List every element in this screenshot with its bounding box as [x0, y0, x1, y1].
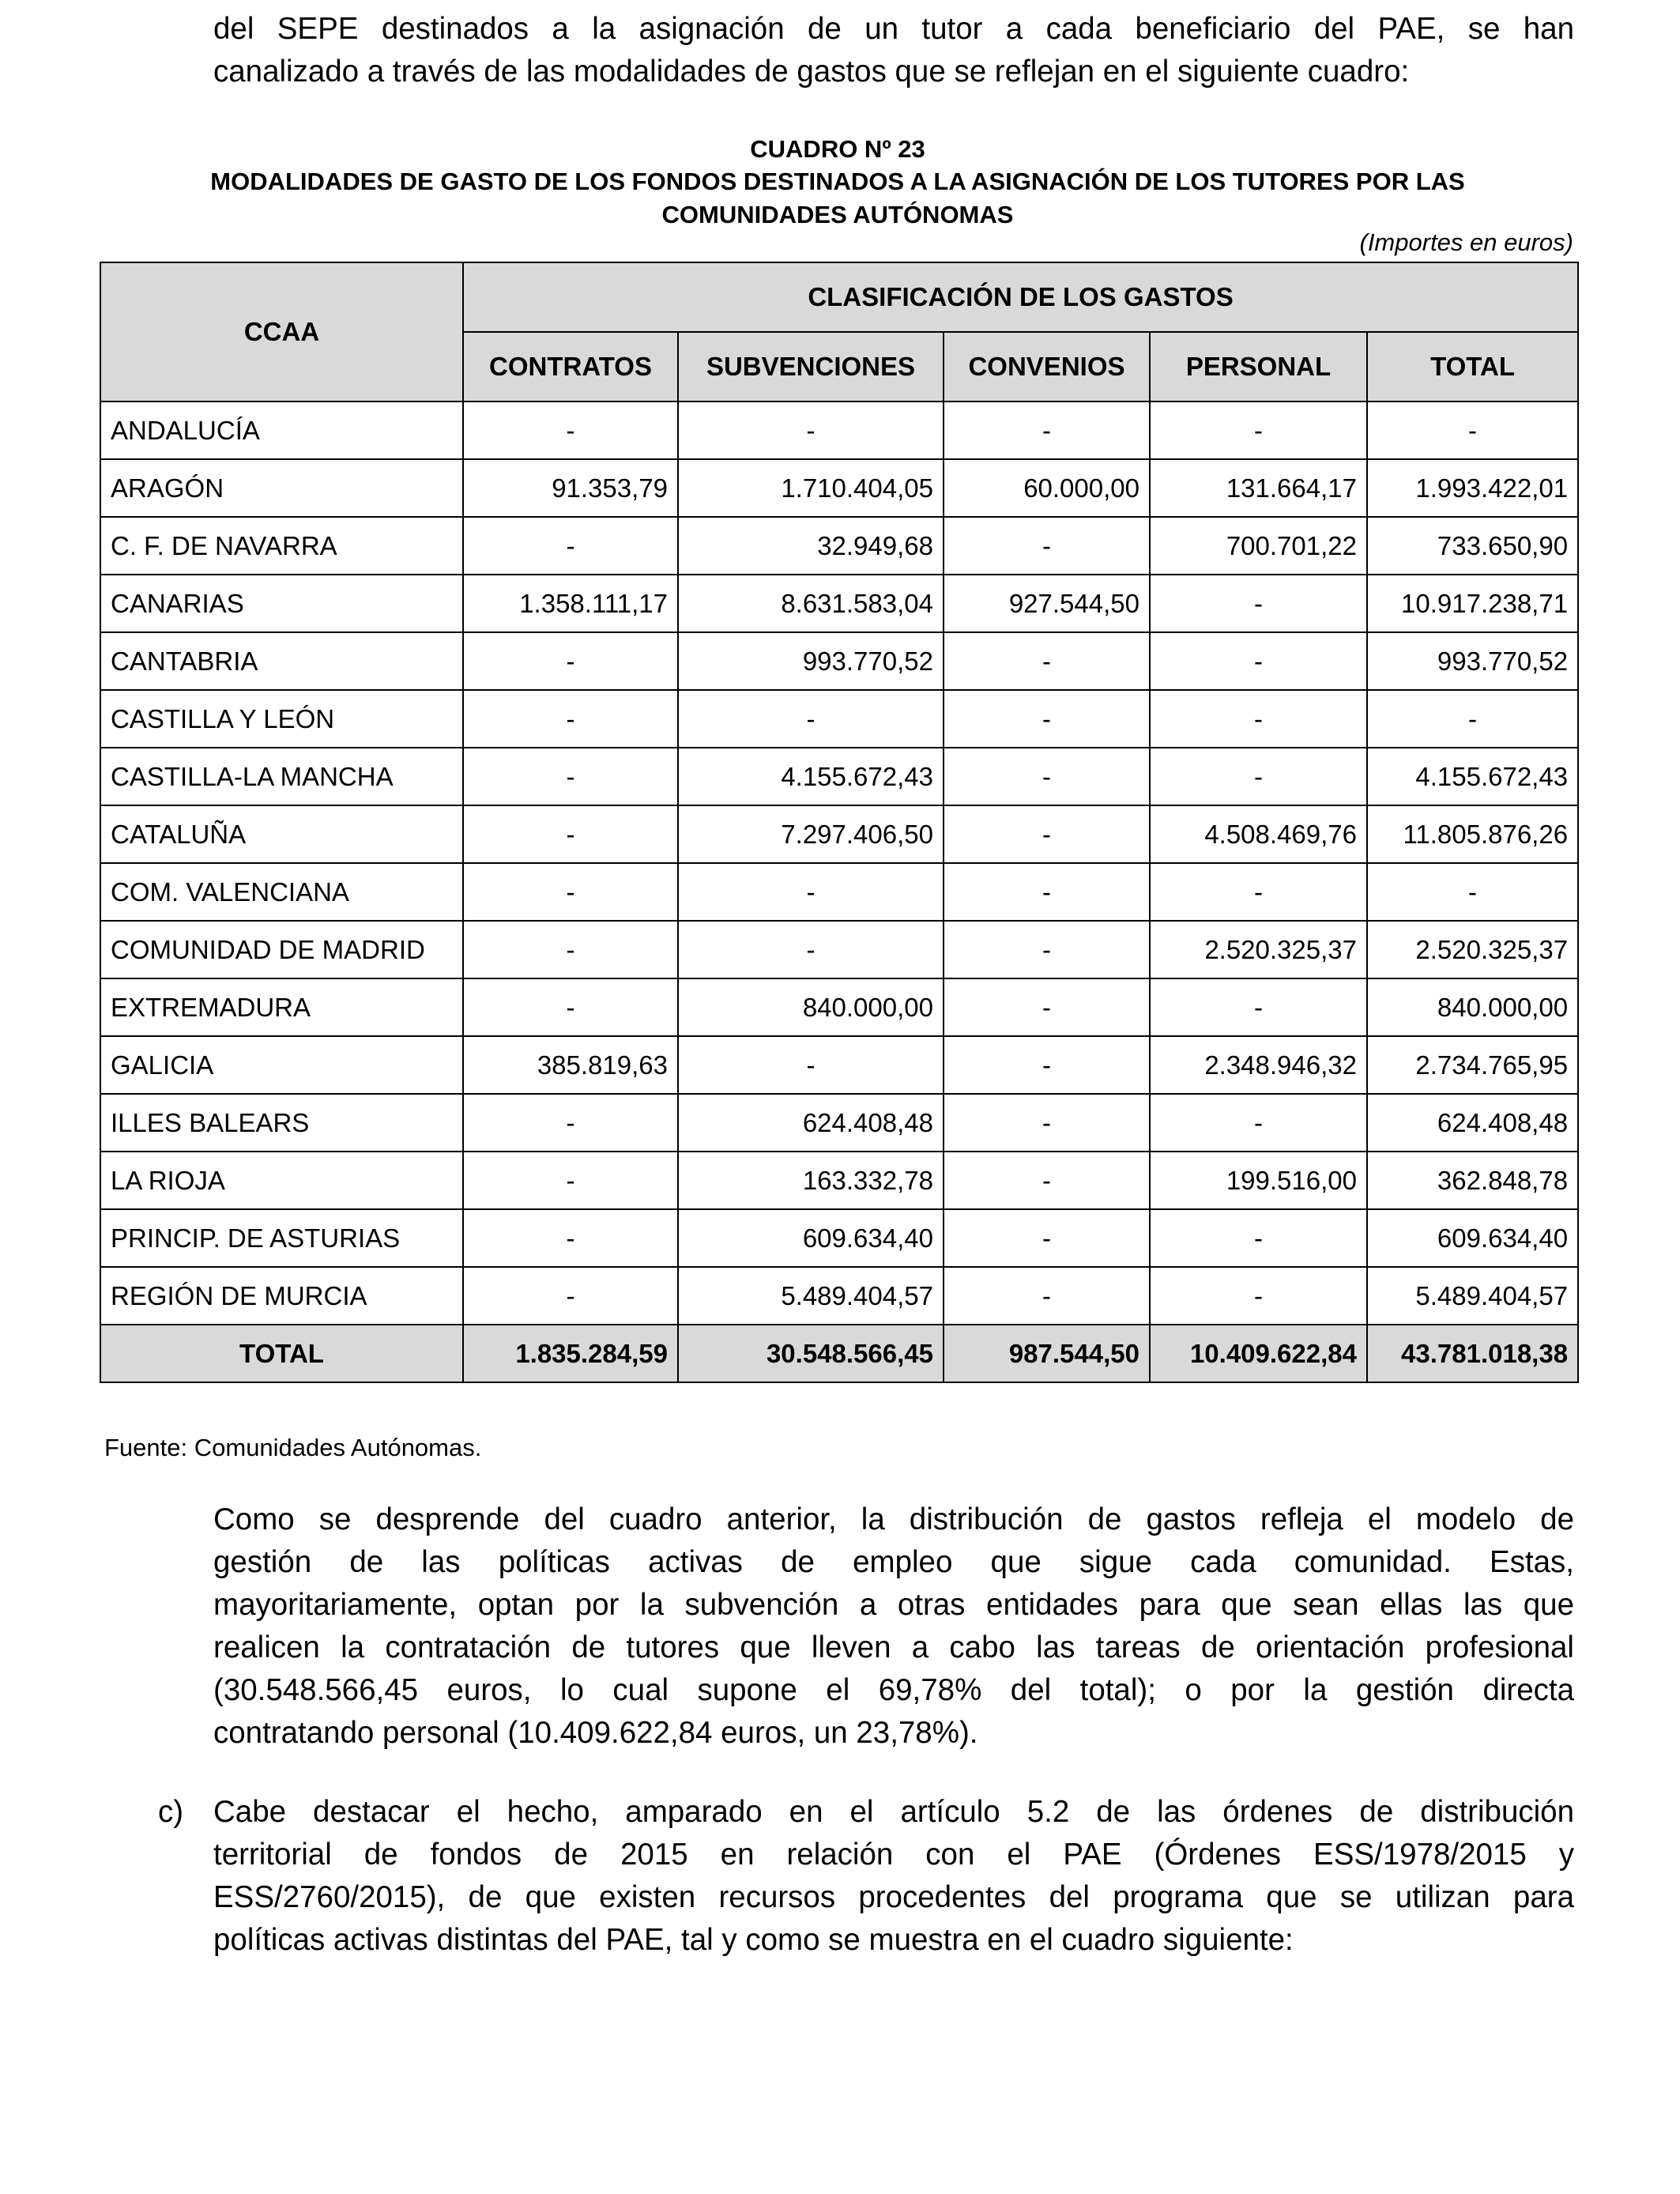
header-ccaa: CCAA — [100, 262, 463, 401]
text-line: Como se desprende del cuadro anterior, la distribución de gastos refleja el modelo de — [213, 1502, 1574, 1536]
value-cell: 2.520.325,37 — [1367, 921, 1578, 978]
value-cell: - — [944, 863, 1150, 921]
row-label-cell: REGIÓN DE MURCIA — [100, 1267, 463, 1325]
value-cell: 32.949,68 — [678, 517, 944, 575]
list-marker: c) — [158, 1795, 184, 1829]
table-row — [100, 1267, 1578, 1325]
table-row — [100, 921, 1578, 978]
value-cell: - — [463, 805, 678, 863]
table-row — [100, 632, 1578, 690]
value-cell: 1.993.422,01 — [1367, 459, 1578, 517]
value-cell: 10.409.622,84 — [1150, 1325, 1367, 1382]
value-cell: - — [944, 1152, 1150, 1209]
value-cell: 840.000,00 — [678, 978, 944, 1036]
header-convenios: CONVENIOS — [944, 332, 1150, 401]
value-cell: - — [678, 690, 944, 748]
row-label-cell: TOTAL — [100, 1325, 463, 1382]
value-cell: 2.734.765,95 — [1367, 1036, 1578, 1094]
value-cell: 1.358.111,17 — [463, 575, 678, 632]
value-cell: - — [463, 1094, 678, 1152]
row-label-cell: EXTREMADURA — [100, 978, 463, 1036]
value-cell: - — [1150, 401, 1367, 459]
table-body — [100, 401, 1578, 1382]
value-cell: 1.835.284,59 — [463, 1325, 678, 1382]
caption-line: MODALIDADES DE GASTO DE LOS FONDOS DESTINADOS A LA ASIGNACIÓN DE LOS TUTORES POR LAS — [210, 168, 1465, 195]
table-caption-number: CUADRO Nº 23 — [750, 135, 925, 163]
value-cell: 993.770,52 — [678, 632, 944, 690]
table-row — [100, 1036, 1578, 1094]
value-cell: - — [1150, 632, 1367, 690]
table-row — [100, 459, 1578, 517]
value-cell: - — [678, 863, 944, 921]
row-label-cell: PRINCIP. DE ASTURIAS — [100, 1209, 463, 1267]
value-cell: - — [944, 517, 1150, 575]
value-cell: 5.489.404,57 — [678, 1267, 944, 1325]
row-label-cell: CANARIAS — [100, 575, 463, 632]
value-cell: - — [463, 632, 678, 690]
value-cell: - — [944, 978, 1150, 1036]
header-row-group — [100, 262, 1578, 332]
table-row — [100, 1152, 1578, 1209]
value-cell: - — [463, 863, 678, 921]
value-cell: 11.805.876,26 — [1367, 805, 1578, 863]
value-cell: 624.408,48 — [1367, 1094, 1578, 1152]
row-label-cell: COM. VALENCIANA — [100, 863, 463, 921]
value-cell: 2.348.946,32 — [1150, 1036, 1367, 1094]
value-cell: 163.332,78 — [678, 1152, 944, 1209]
table-caption-title — [95, 165, 1580, 232]
text-line: territorial de fondos de 2015 en relación con el PAE (Órdenes ESS/1978/2015 y — [213, 1838, 1574, 1872]
table-row — [100, 517, 1578, 575]
value-cell: - — [944, 401, 1150, 459]
table-row — [100, 690, 1578, 748]
value-cell: 8.631.583,04 — [678, 575, 944, 632]
row-label-cell: CATALUÑA — [100, 805, 463, 863]
value-cell: - — [1367, 401, 1578, 459]
value-cell: - — [944, 1094, 1150, 1152]
value-cell: - — [944, 632, 1150, 690]
header-contratos: CONTRATOS — [463, 332, 678, 401]
table-row — [100, 805, 1578, 863]
value-cell: - — [944, 1209, 1150, 1267]
intro-paragraph — [213, 8, 1574, 93]
value-cell: 362.848,78 — [1367, 1152, 1578, 1209]
value-cell: 4.508.469,76 — [1150, 805, 1367, 863]
value-cell: 609.634,40 — [1367, 1209, 1578, 1267]
value-cell: 2.520.325,37 — [1150, 921, 1367, 978]
value-cell: 700.701,22 — [1150, 517, 1367, 575]
value-cell: - — [1150, 748, 1367, 805]
analysis-paragraph — [213, 1498, 1574, 1755]
value-cell: - — [1367, 863, 1578, 921]
table-row — [100, 1209, 1578, 1267]
header-total: TOTAL — [1367, 332, 1578, 401]
table-source: Fuente: Comunidades Autónomas. — [104, 1434, 482, 1461]
value-cell: - — [1150, 1094, 1367, 1152]
text-line: gestión de las políticas activas de empleo que sigue cada comunidad. Estas, — [213, 1545, 1574, 1579]
value-cell: - — [678, 921, 944, 978]
value-cell: 5.489.404,57 — [1367, 1267, 1578, 1325]
table-row — [100, 575, 1578, 632]
row-label-cell: LA RIOJA — [100, 1152, 463, 1209]
row-label-cell: GALICIA — [100, 1036, 463, 1094]
value-cell: 4.155.672,43 — [678, 748, 944, 805]
value-cell: 43.781.018,38 — [1367, 1325, 1578, 1382]
value-cell: 7.297.406,50 — [678, 805, 944, 863]
value-cell: - — [1150, 575, 1367, 632]
list-item-paragraph — [213, 1791, 1574, 1962]
text-line: del SEPE destinados a la asignación de un tutor a cada beneficiario del PAE, se han — [213, 12, 1574, 46]
text-line: ESS/2760/2015), de que existen recursos procedentes del programa que se utilizan para — [213, 1880, 1574, 1914]
value-cell: 987.544,50 — [944, 1325, 1150, 1382]
value-cell: 609.634,40 — [678, 1209, 944, 1267]
table-units-note: (Importes en euros) — [1359, 228, 1573, 256]
value-cell: - — [463, 1152, 678, 1209]
value-cell: - — [944, 1036, 1150, 1094]
header-subvenciones: SUBVENCIONES — [678, 332, 944, 401]
text-line: mayoritariamente, optan por la subvención a otras entidades para que sean ellas las que — [213, 1588, 1574, 1622]
expense-table — [100, 262, 1579, 1383]
text-line: (30.548.566,45 euros, lo cual supone el 69,78% del total); o por la gestión directa — [213, 1673, 1574, 1707]
value-cell: 840.000,00 — [1367, 978, 1578, 1036]
text-line: contratando personal (10.409.622,84 euros, un 23,78%). — [213, 1716, 978, 1750]
value-cell: - — [1367, 690, 1578, 748]
value-cell: - — [678, 1036, 944, 1094]
row-label-cell: C. F. DE NAVARRA — [100, 517, 463, 575]
value-cell: 199.516,00 — [1150, 1152, 1367, 1209]
row-label-cell: COMUNIDAD DE MADRID — [100, 921, 463, 978]
value-cell: - — [463, 748, 678, 805]
value-cell: - — [944, 748, 1150, 805]
row-label-cell: ANDALUCÍA — [100, 401, 463, 459]
value-cell: - — [463, 921, 678, 978]
value-cell: 91.353,79 — [463, 459, 678, 517]
value-cell: - — [944, 1267, 1150, 1325]
value-cell: - — [944, 921, 1150, 978]
value-cell: - — [944, 690, 1150, 748]
value-cell: 30.548.566,45 — [678, 1325, 944, 1382]
value-cell: - — [1150, 1209, 1367, 1267]
row-label-cell: CASTILLA Y LEÓN — [100, 690, 463, 748]
header-personal: PERSONAL — [1150, 332, 1367, 401]
value-cell: 10.917.238,71 — [1367, 575, 1578, 632]
value-cell: 733.650,90 — [1367, 517, 1578, 575]
value-cell: - — [1150, 690, 1367, 748]
value-cell: 624.408,48 — [678, 1094, 944, 1152]
value-cell: - — [1150, 863, 1367, 921]
value-cell: - — [463, 690, 678, 748]
table-row — [100, 401, 1578, 459]
value-cell: - — [1150, 1267, 1367, 1325]
table-row — [100, 1094, 1578, 1152]
caption-line: COMUNIDADES AUTÓNOMAS — [661, 201, 1014, 228]
text-line: realicen la contratación de tutores que lleven a cabo las tareas de orientación profesional — [213, 1630, 1574, 1664]
value-cell: 1.710.404,05 — [678, 459, 944, 517]
value-cell: - — [678, 401, 944, 459]
value-cell: 60.000,00 — [944, 459, 1150, 517]
row-label-cell: CANTABRIA — [100, 632, 463, 690]
value-cell: 927.544,50 — [944, 575, 1150, 632]
value-cell: - — [463, 401, 678, 459]
table-row — [100, 978, 1578, 1036]
row-label-cell: ILLES BALEARS — [100, 1094, 463, 1152]
row-label-cell: CASTILLA-LA MANCHA — [100, 748, 463, 805]
value-cell: 385.819,63 — [463, 1036, 678, 1094]
table-row — [100, 863, 1578, 921]
value-cell: - — [463, 978, 678, 1036]
value-cell: - — [463, 517, 678, 575]
value-cell: - — [463, 1209, 678, 1267]
text-line: políticas activas distintas del PAE, tal y como se muestra en el cuadro siguiente: — [213, 1923, 1294, 1957]
row-label-cell: ARAGÓN — [100, 459, 463, 517]
value-cell: - — [463, 1267, 678, 1325]
value-cell: 993.770,52 — [1367, 632, 1578, 690]
table-row — [100, 748, 1578, 805]
value-cell: - — [1150, 978, 1367, 1036]
value-cell: 4.155.672,43 — [1367, 748, 1578, 805]
text-line: Cabe destacar el hecho, amparado en el artículo 5.2 de las órdenes de distribución — [213, 1795, 1574, 1829]
total-row — [100, 1325, 1578, 1382]
header-group: CLASIFICACIÓN DE LOS GASTOS — [463, 262, 1578, 332]
value-cell: 131.664,17 — [1150, 459, 1367, 517]
text-line: canalizado a través de las modalidades de gastos que se reflejan en el siguiente cuadro: — [213, 55, 1410, 89]
value-cell: - — [944, 805, 1150, 863]
